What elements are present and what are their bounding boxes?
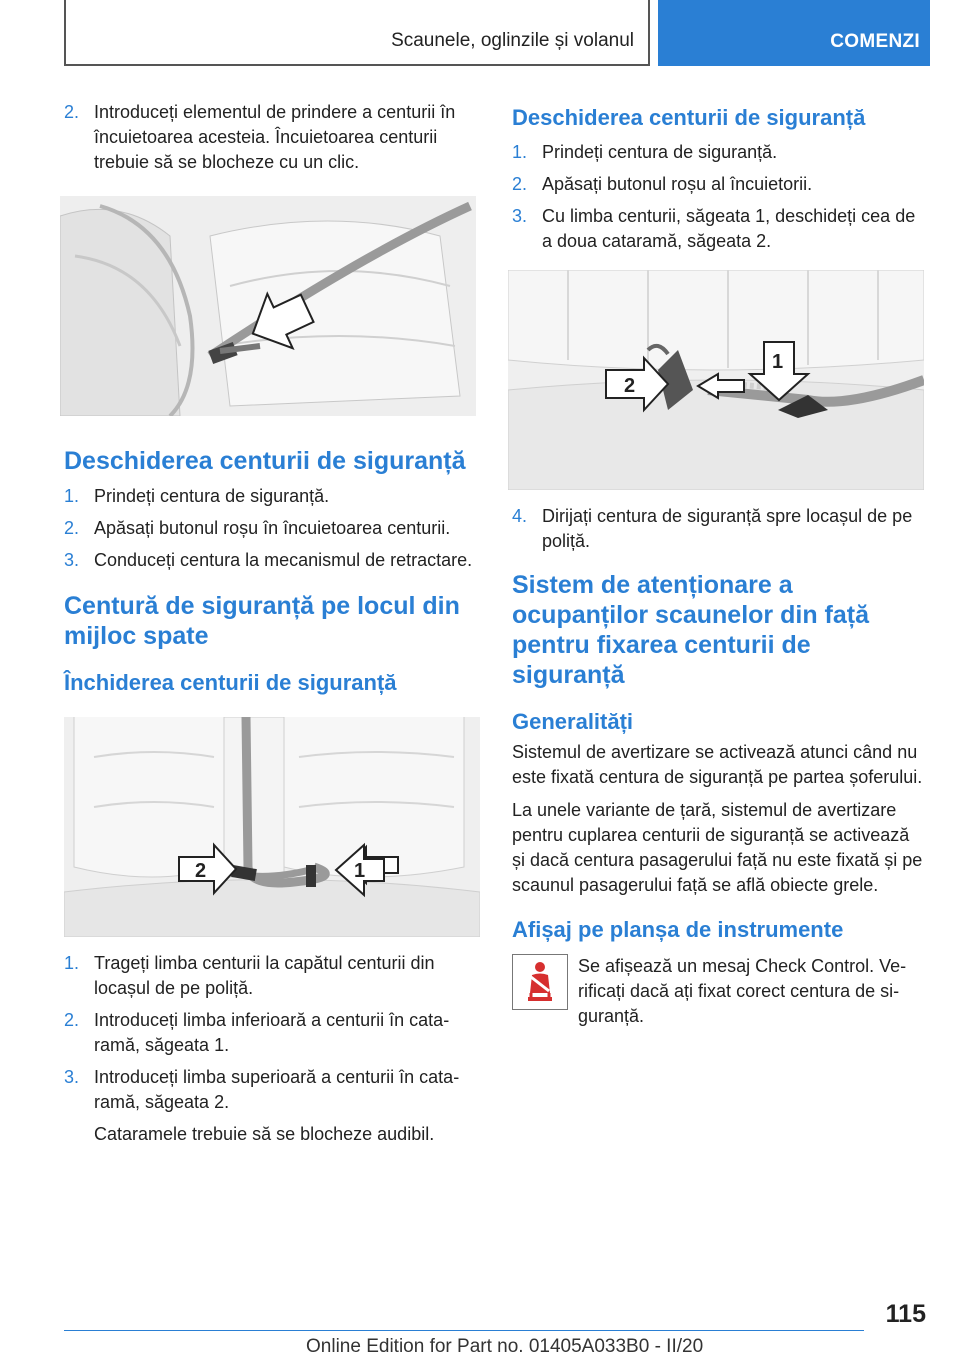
footer-edition: Online Edition for Part no. 01405A033B0 - II/20 <box>306 1336 704 1357</box>
arrow-label-1: 1 <box>772 351 784 373</box>
list-item <box>512 172 926 197</box>
list-item <box>64 1065 478 1115</box>
page-number: 115 <box>885 1300 926 1328</box>
display-note <box>512 954 926 1029</box>
arrow-label-2: 2 <box>624 375 636 397</box>
figure-illustration <box>508 270 924 490</box>
page-header <box>64 0 930 66</box>
step-text: Apăsați butonul roșu al încuietorii. <box>542 174 813 194</box>
footer-divider <box>64 1330 864 1331</box>
list-item <box>64 1008 478 1058</box>
step-number: 3. <box>64 1067 80 1087</box>
heading-open-front: Deschiderea centurii de siguranță <box>64 447 466 475</box>
step-text: Trageți limba centurii la capătul centurii din locașul de pe poliță. <box>94 953 435 998</box>
step-number: 2. <box>64 102 80 122</box>
figure-illustration <box>64 717 480 937</box>
step-number: 2. <box>512 174 528 194</box>
list-item <box>512 204 926 254</box>
list-item <box>512 504 926 554</box>
seatbelt-warning-icon <box>512 954 568 1010</box>
step-number: 2. <box>64 1010 80 1030</box>
figure-middle-belt-close <box>64 717 480 937</box>
close-note: Cataramele trebuie să se blocheze audibil. <box>94 1124 435 1144</box>
paragraph-2: La unele variante de țară, sistemul de avertizare pentru cuplarea centurii de siguranță se activează și dacă centura pasagerului față nu este fixată și pe scaunul pasagerului față se află obiecte grele. <box>512 800 923 895</box>
list-item <box>64 516 478 541</box>
open-front-list <box>64 484 478 573</box>
step-text: Dirijați centura de siguranță spre locașul de pe poliță. <box>542 506 913 551</box>
heading-general: Generalități <box>512 709 634 734</box>
left-column <box>64 100 478 1147</box>
figure-middle-belt-open <box>508 270 924 490</box>
step-text: Apăsați butonul roșu în încuietoarea centurii. <box>94 518 451 538</box>
step-text: Cu limba centurii, săgeata 1, deschideți cea de a doua cataramă, săgeata 2. <box>542 206 916 251</box>
step4-list <box>512 504 926 554</box>
heading-open-middle: Deschiderea centurii de siguranță <box>512 105 866 130</box>
list-item <box>512 140 926 165</box>
step-text: Conduceți centura la mecanismul de retractare. <box>94 550 473 570</box>
paragraph-1: Sistemul de avertizare se activează atunci când nu este fixată centura de siguranță pe partea șoferului. <box>512 742 923 787</box>
heading-middle-belt: Centură de siguranță pe locul din mijloc spate <box>64 592 460 650</box>
figure-buckle-insert <box>60 196 476 416</box>
chapter-tab <box>658 0 930 66</box>
list-item <box>64 100 478 175</box>
close-list <box>64 951 478 1147</box>
step-number: 2. <box>64 518 80 538</box>
open-middle-list <box>512 140 926 254</box>
section-title: Scaunele, oglinzile și volanul <box>391 30 634 51</box>
list-item <box>64 548 478 573</box>
step-text: Prindeți centura de siguranță. <box>542 142 778 162</box>
arrow-label-2: 2 <box>195 860 207 882</box>
step-number: 3. <box>64 550 80 570</box>
step-text: Prindeți centura de siguranță. <box>94 486 330 506</box>
step-number: 4. <box>512 506 528 526</box>
chapter-title: COMENZI <box>830 31 920 52</box>
step-number: 1. <box>512 142 528 162</box>
step-text: Introduceți elementul de prindere a centurii în încuietoarea acesteia. Încuietoarea centurii trebuie să se blocheze cu un clic. <box>94 102 456 172</box>
figure-illustration <box>60 196 476 416</box>
list-item <box>64 484 478 509</box>
arrow-label-1: 1 <box>354 860 366 882</box>
list-item <box>64 951 478 1001</box>
section-tab <box>64 0 650 66</box>
display-text: Se afișează un mesaj Check Control. Verificați dacă ați fixat corect centura de siguranță. <box>578 956 907 1026</box>
right-column <box>512 100 926 1029</box>
heading-display: Afișaj pe planșa de instrumente <box>512 917 844 942</box>
step-number: 1. <box>64 486 80 506</box>
step-text: Introduceți limba inferioară a centurii în cataramă, săgeata 1. <box>94 1010 450 1055</box>
step-number: 3. <box>512 206 528 226</box>
heading-warning-system: Sistem de atenționare a ocupanților scaunelor din față pentru fixarea centurii de siguranță <box>512 571 869 689</box>
step-number: 1. <box>64 953 80 973</box>
heading-close-belt: Închiderea centurii de siguranță <box>64 670 397 695</box>
step-text: Introduceți limba superioară a centurii în cataramă, săgeata 2. <box>94 1067 460 1112</box>
